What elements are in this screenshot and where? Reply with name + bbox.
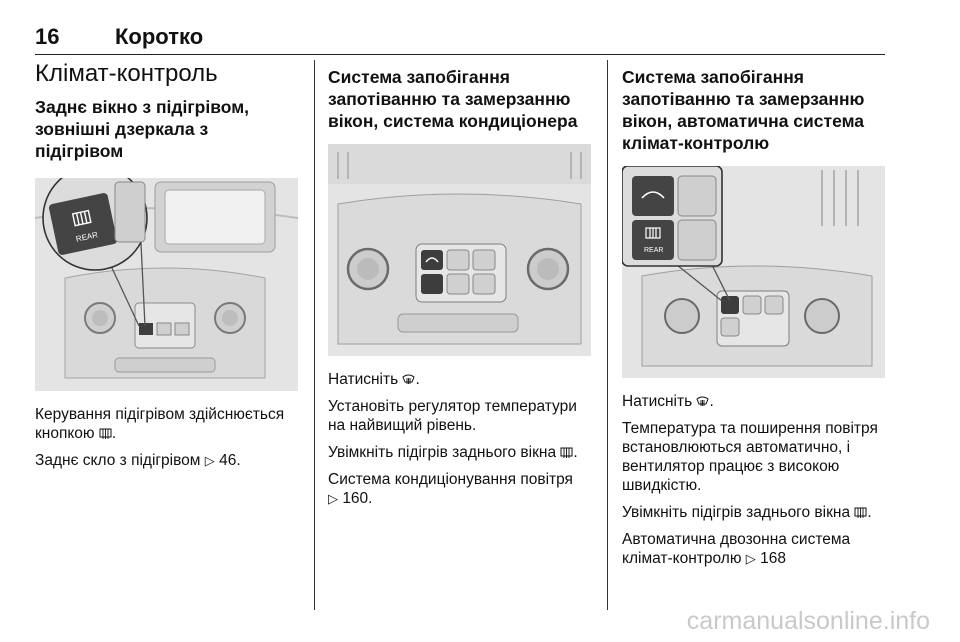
paragraph: Натисніть . — [622, 393, 714, 410]
subheading: Заднє вікно з підігрівом, зовнішні дзеркала з підігрівом — [35, 97, 249, 161]
windscreen-defrost-icon — [402, 373, 415, 385]
page-reference[interactable]: 46. — [219, 452, 241, 469]
paragraph: Температура та поширення повітря встановлюються автоматично, і вентилятор працює з високою швидкістю. — [622, 420, 878, 494]
reference-arrow-icon: ▷ — [204, 453, 215, 468]
paragraph: Система кондиціонування повітря ▷ 160. — [328, 471, 573, 507]
column-1 — [35, 60, 300, 478]
rear-label: REAR — [75, 230, 99, 244]
rear-label: REAR — [644, 247, 664, 254]
paragraph: Натисніть . — [328, 371, 420, 388]
section-heading: Система запобігання запотіванню та замерзанню вікон, автоматична система клімат-контролю — [622, 67, 865, 153]
paragraph: Увімкніть підігрів заднього вікна . — [328, 444, 578, 461]
paragraph: Керування підігрівом здійснюється кнопкою . — [35, 406, 285, 442]
paragraph: Автоматична двозонна система клімат-контролю ▷ 168 — [622, 531, 851, 567]
page-header — [35, 22, 885, 55]
rear-window-defrost-icon — [560, 446, 573, 458]
column-divider — [607, 60, 608, 610]
paragraph: Увімкніть підігрів заднього вікна . — [622, 504, 872, 521]
watermark: carmanualsonline.info — [686, 607, 930, 635]
page-reference[interactable]: 160. — [342, 490, 373, 507]
paragraph: Заднє скло з підігрівом ▷ 46. — [35, 452, 241, 469]
climate-control-panel-illustration — [622, 166, 885, 378]
column-3 — [622, 60, 887, 576]
reference-arrow-icon: ▷ — [745, 551, 756, 566]
page-number: 16 — [35, 24, 60, 49]
page-reference[interactable]: 168 — [760, 550, 786, 567]
section-title: Клімат-контроль — [35, 60, 218, 87]
column-2 — [328, 60, 593, 516]
paragraph: Установіть регулятор температури на найвищий рівень. — [328, 398, 577, 434]
column-divider — [314, 60, 315, 610]
reference-arrow-icon: ▷ — [328, 491, 338, 506]
air-conditioning-panel-illustration — [328, 144, 591, 356]
rear-defrost-button-illustration — [35, 178, 298, 391]
rear-window-defrost-icon — [854, 506, 867, 518]
section-heading: Система запобігання запотіванню та замерзанню вікон, система кондиціонера — [328, 67, 578, 131]
windscreen-defrost-icon — [696, 395, 709, 407]
rear-window-defrost-icon — [99, 427, 112, 439]
running-title: Коротко — [115, 24, 204, 49]
